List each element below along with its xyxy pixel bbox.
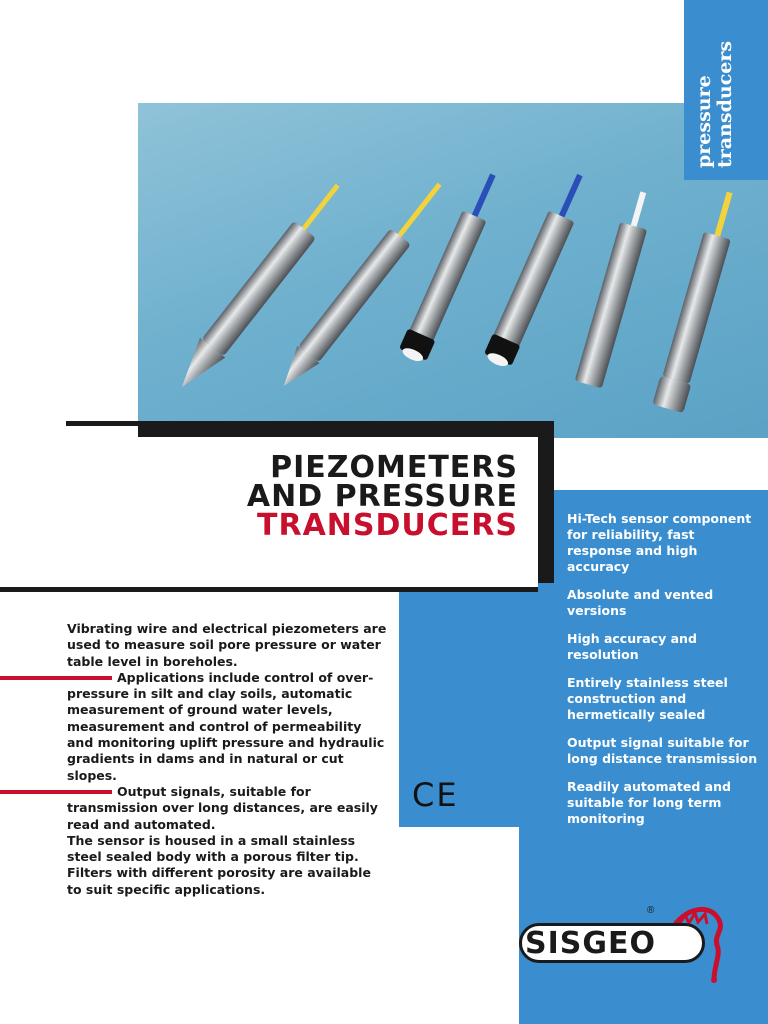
side-tab-line2: transducers xyxy=(714,40,736,168)
body-paragraph-2-wrap xyxy=(67,670,387,784)
body-paragraph-1: Vibrating wire and electrical piezometers are used to measure soil pore pressure or water table level in boreholes. xyxy=(67,621,387,669)
feature-item: Entirely stainless steel construction and hermetically sealed xyxy=(567,675,728,722)
sisgeo-logo xyxy=(519,905,729,985)
features-list xyxy=(567,511,763,839)
body-paragraph-3: Output signals, suitable for transmission over long distances, are easily read and automated. xyxy=(67,783,378,832)
title-line3: TRANSDUCERS xyxy=(257,508,518,543)
body-text xyxy=(67,621,387,898)
red-rule xyxy=(0,676,112,680)
probe-filter-2 xyxy=(482,169,594,370)
title-box xyxy=(0,437,538,592)
page-title xyxy=(246,450,518,543)
feature-item: Readily automated and suitable for long term monitoring xyxy=(567,779,731,826)
probe-cone-large xyxy=(169,176,351,397)
side-tab-line1: pressure xyxy=(693,75,715,168)
logo-text: SISGEO xyxy=(525,926,656,961)
ce-mark: CE xyxy=(412,776,459,814)
body-paragraph-3-wrap xyxy=(67,784,387,833)
registered-mark: ® xyxy=(647,905,655,916)
probe-cone-small xyxy=(273,176,452,394)
title-rule xyxy=(66,421,138,426)
body-paragraph-2: Applications include control of over-pressure in silt and clay soils, automatic measurement of ground water levels, measurement and control of permeability and monitoring uplift pressure and hydraulic gradients in dams and in natural or cut slopes. xyxy=(67,669,385,783)
feature-item: Output signal suitable for long distance transmission xyxy=(567,735,758,766)
feature-item: Hi-Tech sensor component for reliability, fast response and high accuracy xyxy=(567,511,752,574)
probe-steel-1 xyxy=(575,188,657,388)
body-paragraph-4: The sensor is housed in a small stainless steel sealed body with a porous filter tip. Filters with different porosity are available to suit specific applications. xyxy=(67,832,371,897)
feature-item: Absolute and vented versions xyxy=(567,587,714,618)
title-line1: PIEZOMETERS xyxy=(270,450,518,485)
feature-item: High accuracy and resolution xyxy=(567,631,697,662)
product-photo xyxy=(138,103,768,438)
probe-threaded xyxy=(652,188,745,413)
probe-filter-1 xyxy=(397,169,507,366)
side-tab-label xyxy=(694,41,736,168)
red-rule xyxy=(0,790,112,794)
title-line2: AND PRESSURE xyxy=(246,479,518,514)
